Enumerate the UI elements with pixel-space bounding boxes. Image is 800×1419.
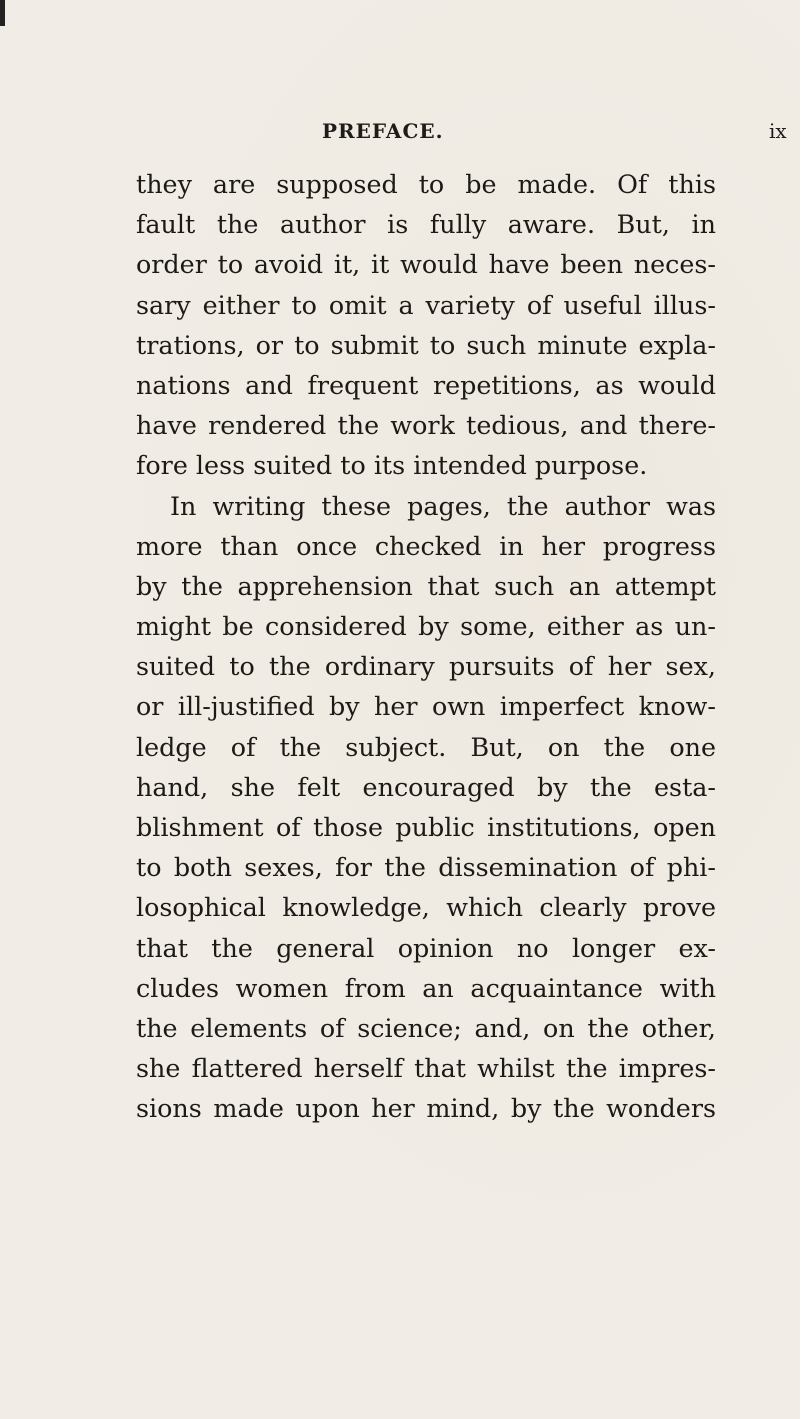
text-line: hand, she felt encouraged by the esta- [136,771,716,802]
text-line: fore less suited to its intended purpose. [136,450,648,481]
text-line: by the apprehension that such an attempt [136,570,716,601]
text-line: nations and frequent repetitions, as would [136,369,716,400]
text-line: losophical knowledge, which clearly prove [136,892,716,923]
text-line: suited to the ordinary pursuits of her sex, [136,651,716,682]
text-line: or ill-justified by her own imperfect know- [136,691,716,722]
text-line: to both sexes, for the dissemination of phi- [136,852,716,883]
text-line: might be considered by some, either as un- [136,611,716,642]
text-line: fault the author is fully aware. But, in [136,209,716,240]
text-line: trations, or to submit to such minute expla- [136,329,716,360]
page-number: ix [769,119,787,143]
paragraph-first-line: In writing these pages, the author was [170,490,716,521]
text-line: cludes women from an acquaintance with [136,972,716,1003]
text-line: order to avoid it, it would have been neces- [136,249,716,280]
text-line: blishment of those public institutions, open [136,812,716,842]
running-head: PREFACE. [322,119,444,143]
body-text [136,164,716,1129]
text-line: more than once checked in her progress [136,530,716,561]
scan-edge-mark [0,0,5,26]
text-line: have rendered the work tedious, and there- [136,410,716,441]
page-header [322,119,787,149]
text-line: that the general opinion no longer ex- [136,932,716,963]
text-line: they are supposed to be made. Of this [136,169,716,199]
text-line: the elements of science; and, on the other, [136,1012,716,1043]
text-line: ledge of the subject. But, on the one [136,731,716,762]
text-line: she flattered herself that whilst the impres- [136,1053,716,1084]
text-line: sions made upon her mind, by the wonders [136,1093,716,1124]
text-line: sary either to omit a variety of useful illus- [136,289,716,320]
